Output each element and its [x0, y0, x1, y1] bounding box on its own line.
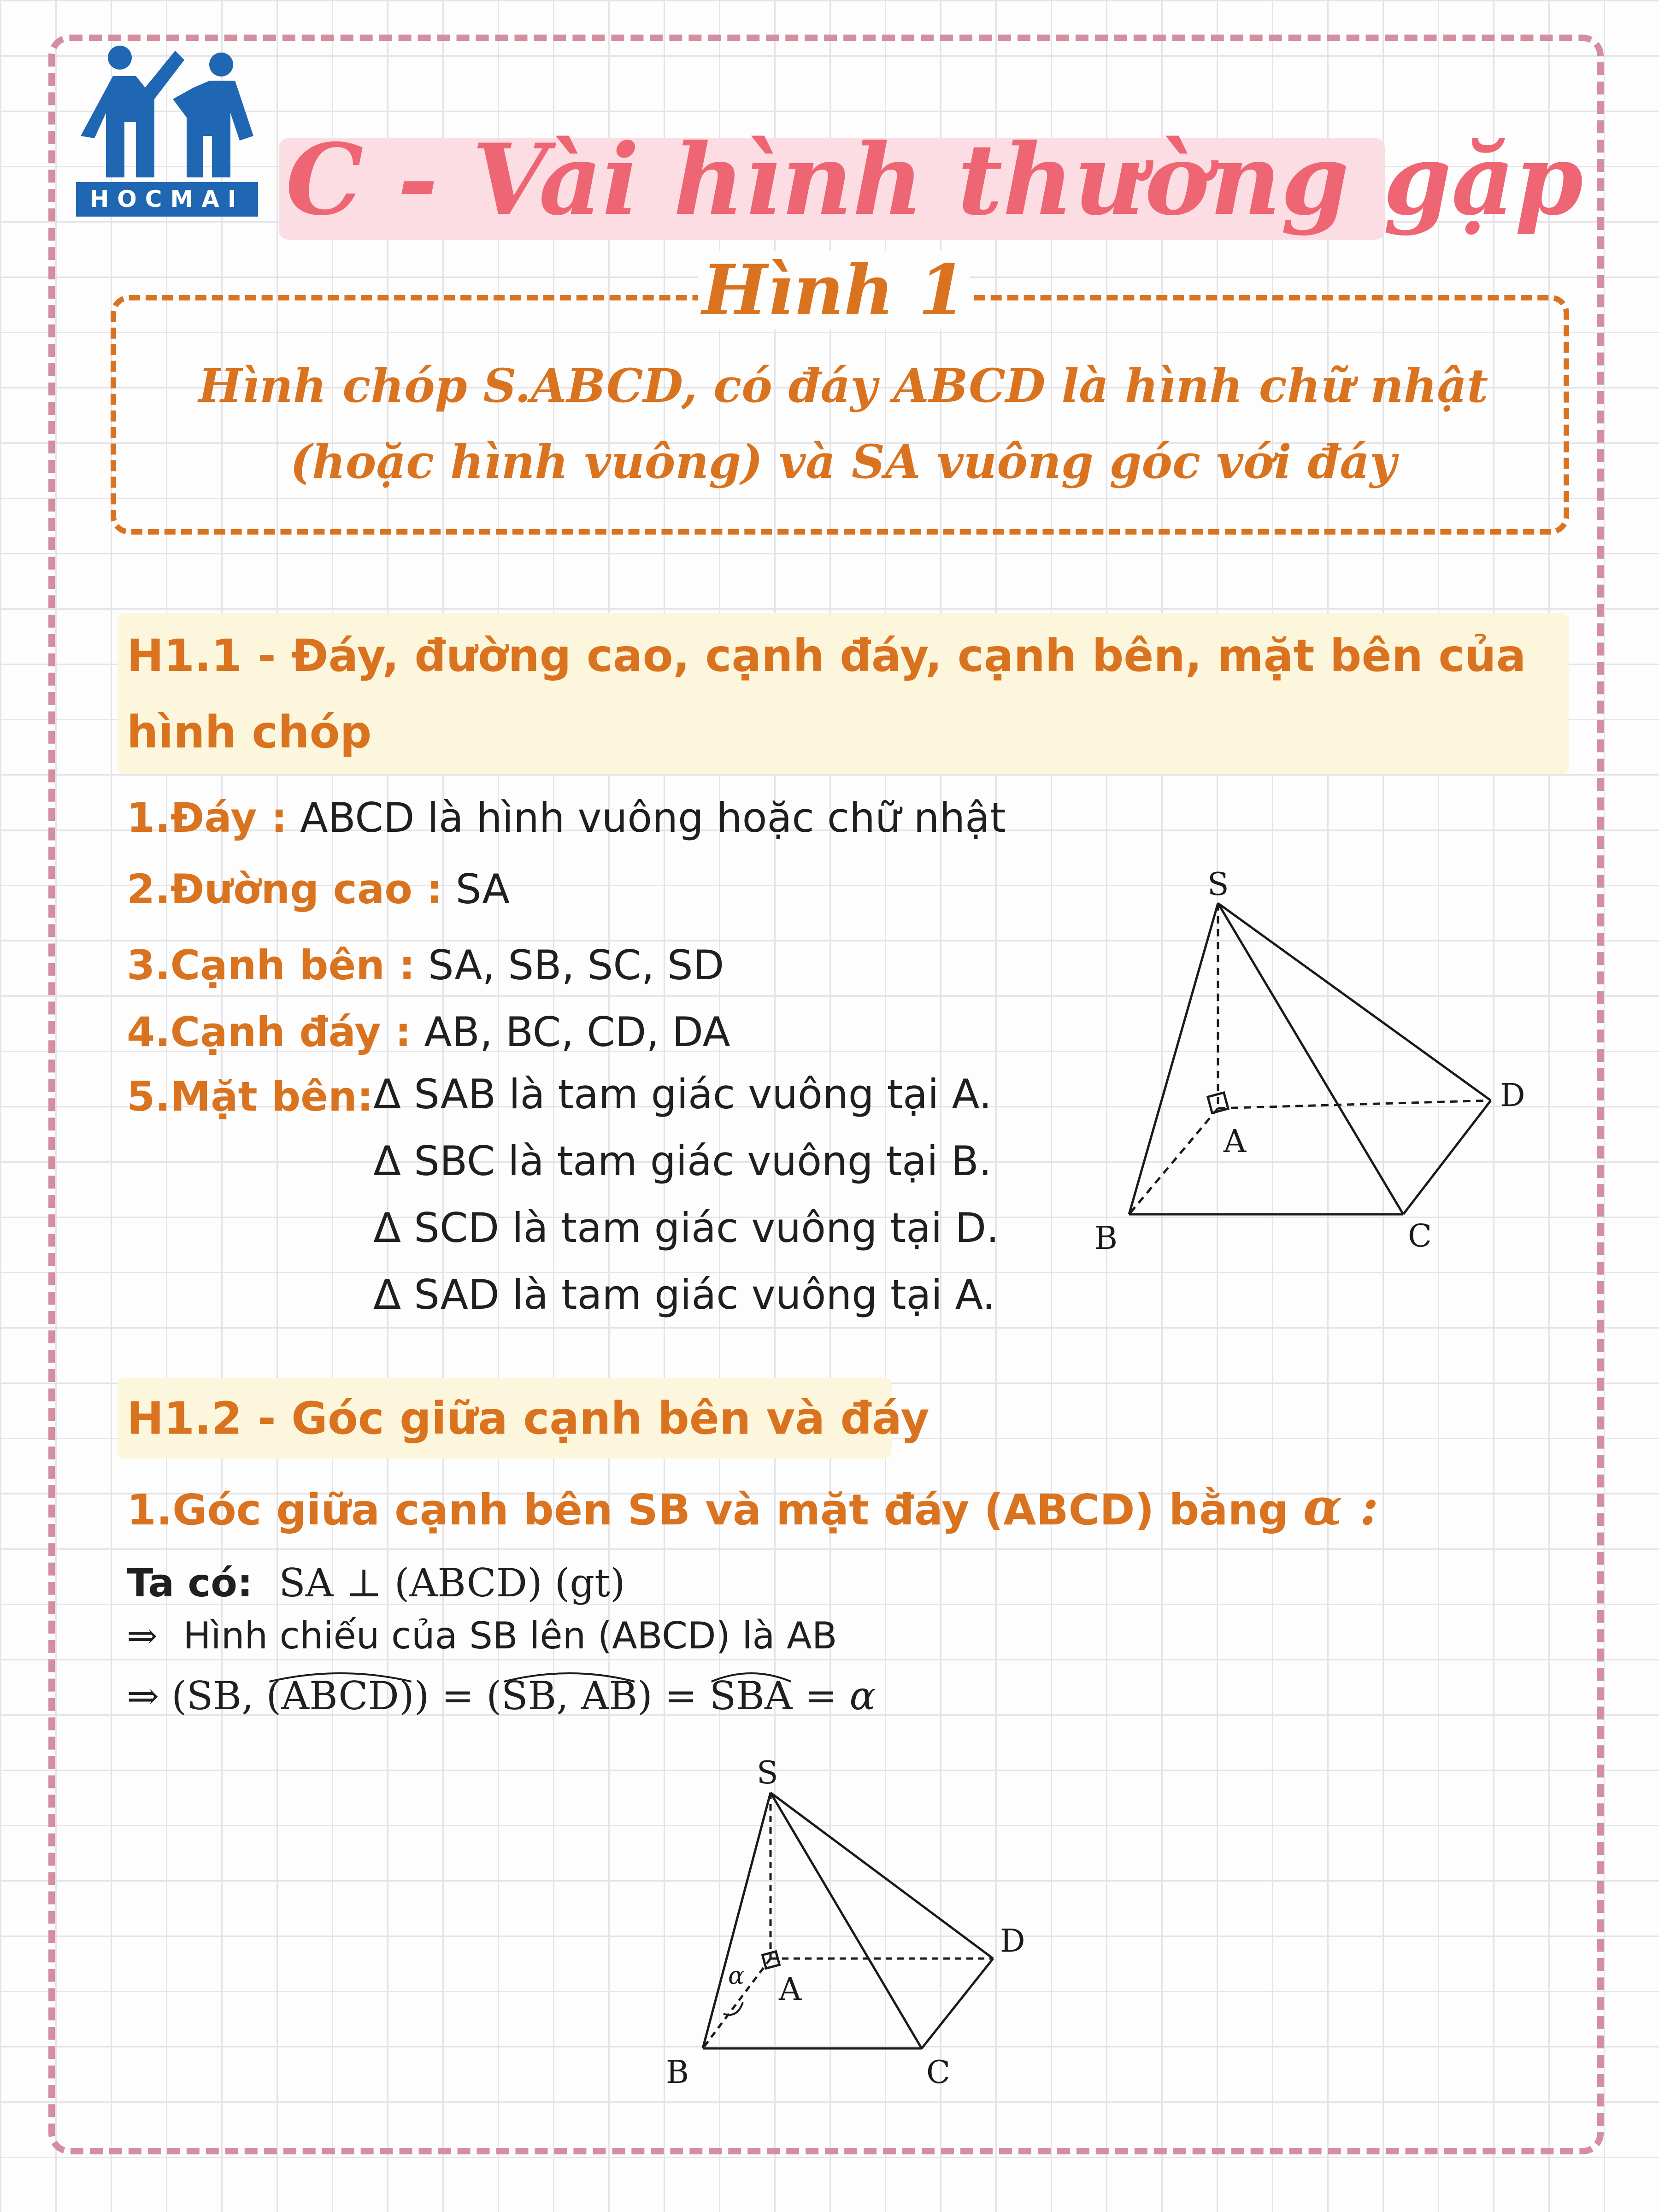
math-line-1-prefix: Ta có:: [127, 1560, 253, 1606]
item-base-value: ABCD là hình vuông hoặc chữ nhật: [300, 794, 1006, 841]
section2-heading: H1.2 - Góc giữa cạnh bên và đáy: [127, 1393, 930, 1444]
item-base-edges: [127, 1005, 730, 1060]
item-base: [127, 790, 1006, 846]
hat-arc-icon: [266, 1665, 414, 1683]
diagram2-label-c: C: [926, 2054, 951, 2091]
math-hat-abcd-text: (ABCD): [266, 1673, 414, 1718]
item-lateral-edges-label: 3.Cạnh bên :: [127, 941, 415, 989]
figure-box-label: Hình 1: [698, 251, 970, 329]
math-line-3-part2: ) = (: [414, 1673, 501, 1718]
diagram2-label-a: A: [779, 1971, 802, 2008]
math-hat-sba: [710, 1671, 793, 1721]
math-line-3-part1: (SB,: [171, 1673, 254, 1718]
diagram2-label-s: S: [757, 1755, 778, 1791]
diagram1-label-c: C: [1408, 1218, 1432, 1254]
math-line-2-arrow: ⇒: [127, 1614, 158, 1657]
math-hat-sba-text: SBA: [709, 1673, 793, 1718]
pyramid-diagram-2: [645, 1742, 1078, 2106]
math-line-3: [127, 1671, 876, 1721]
math-line-1-expr: SA ⊥ (ABCD) (gt): [279, 1560, 625, 1606]
math-hat-sb-ab: [501, 1671, 637, 1721]
math-line-2-text: Hình chiếu của SB lên (ABCD) là AB: [183, 1614, 837, 1657]
math-hat-abcd: [266, 1671, 414, 1721]
math-line-1: [127, 1558, 625, 1608]
logo-figures-icon: [76, 44, 258, 182]
diagram2-label-d: D: [1000, 1923, 1025, 1959]
math-line-2: [127, 1611, 837, 1661]
section2-subheading-text: 1.Góc giữa cạnh bên SB và mặt đáy (ABCD) bằng: [127, 1485, 1288, 1535]
face-sab: Δ SAB là tam giác vuông tại A.: [373, 1071, 992, 1118]
diagram1-label-a: A: [1224, 1124, 1247, 1160]
section2-subheading: [127, 1479, 1378, 1538]
diagram1-label-d: D: [1500, 1077, 1525, 1114]
math-hat-sb-ab-text: SB, AB: [501, 1673, 638, 1718]
item-base-label: 1.Đáy :: [127, 794, 288, 841]
logo-text: HOCMAI: [76, 182, 258, 217]
face-sad: Δ SAD là tam giác vuông tại A.: [373, 1271, 995, 1318]
diagram2-label-b: B: [666, 2054, 689, 2091]
alpha-symbol: α :: [1303, 1477, 1379, 1536]
diagram2-label-alpha: α: [728, 1962, 745, 1990]
item-lateral-edges: [127, 938, 724, 993]
math-line-3-part3: ) =: [637, 1673, 697, 1718]
hat-arc-icon: [501, 1665, 637, 1683]
item-base-edges-value: AB, BC, CD, DA: [424, 1008, 730, 1056]
math-line-3-part4: = α: [805, 1673, 876, 1718]
item-lateral-edges-value: SA, SB, SC, SD: [428, 941, 724, 989]
item-faces-label: 5.Mặt bên:: [127, 1073, 373, 1120]
hocmai-logo: [76, 44, 258, 219]
item-base-edges-label: 4.Cạnh đáy :: [127, 1008, 412, 1056]
item-height-value: SA: [455, 865, 510, 913]
math-line-3-arrow: ⇒: [127, 1673, 159, 1718]
section1-heading: H1.1 - Đáy, đường cao, cạnh đáy, cạnh bên, mặt bên của hình chóp: [127, 630, 1526, 758]
item-height: [127, 862, 510, 917]
page-title: C - Vài hình thường gặp: [286, 122, 1583, 237]
hat-arc-icon: [710, 1665, 793, 1683]
figure-box-description: Hình chóp S.ABCD, có đáy ABCD là hình chữ nhật (hoặc hình vuông) và SA vuông góc với đáy: [198, 359, 1488, 489]
item-height-label: 2.Đường cao :: [127, 865, 443, 913]
diagram1-label-b: B: [1094, 1220, 1118, 1257]
pyramid-diagram-1: [1069, 857, 1548, 1267]
diagram1-label-s: S: [1207, 866, 1229, 903]
face-sbc: Δ SBC là tam giác vuông tại B.: [373, 1137, 992, 1185]
face-scd: Δ SCD là tam giác vuông tại D.: [373, 1204, 1000, 1252]
